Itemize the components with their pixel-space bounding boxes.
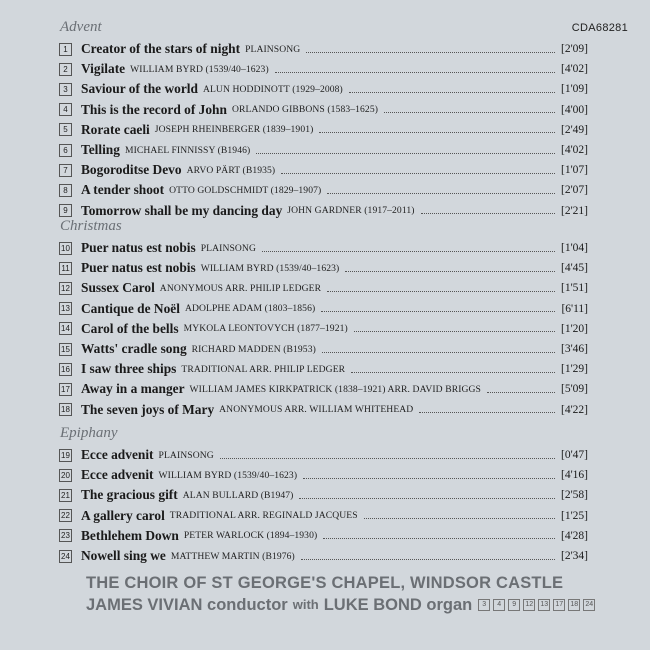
track-row (60, 445, 588, 465)
track-duration: [1'29] (561, 363, 588, 376)
dot-leader (354, 331, 555, 332)
track-composer: ARVO PÄRT (B1935) (186, 164, 276, 176)
track-row (60, 299, 588, 319)
track-duration: [1'07] (561, 164, 588, 177)
organist-role: organ (426, 596, 473, 614)
track-composer: MATTHEW MARTIN (B1976) (170, 550, 295, 562)
organ-track-number: 9 (508, 599, 520, 611)
track-composer: ADOLPHE ADAM (1803–1856) (184, 303, 316, 315)
track-composer: PLAINSONG (158, 449, 214, 461)
track-composer: JOHN GARDNER (1917–2011) (287, 205, 415, 217)
dot-leader (275, 72, 555, 73)
track-row (60, 238, 588, 258)
performer-credit (86, 593, 595, 617)
track-composer: WILLIAM BYRD (1539/40–1623) (200, 262, 340, 274)
track-number: 24 (59, 550, 72, 563)
track-row (60, 79, 588, 99)
track-number: 18 (59, 403, 72, 416)
track-title: Ecce advenit (81, 467, 154, 483)
track-duration: [4'45] (561, 262, 588, 275)
track-composer: TRADITIONAL ARR. REGINALD JACQUES (169, 510, 358, 522)
track-title: I saw three ships (81, 361, 177, 377)
track-number: 22 (59, 509, 72, 522)
organ-track-list (478, 599, 595, 611)
organ-track-number: 24 (583, 599, 595, 611)
track-duration: [1'51] (561, 282, 588, 295)
track-number: 7 (59, 164, 72, 177)
track-duration: [2'34] (561, 550, 588, 563)
track-number: 15 (59, 343, 72, 356)
track-title: Tomorrow shall be my dancing day (81, 202, 283, 218)
track-composer: JOSEPH RHEINBERGER (1839–1901) (154, 124, 314, 136)
track-composer: ALAN BULLARD (B1947) (182, 489, 294, 501)
track-row (60, 39, 588, 59)
track-duration: [1'04] (561, 242, 588, 255)
dot-leader (419, 412, 555, 413)
conductor-role: conductor (207, 596, 288, 614)
track-duration: [4'22] (561, 403, 588, 416)
track-row (60, 140, 588, 160)
track-composer: ORLANDO GIBBONS (1583–1625) (231, 104, 379, 116)
track-composer: WILLIAM BYRD (1539/40–1623) (158, 469, 298, 481)
track-row (60, 359, 588, 379)
dot-leader (384, 112, 555, 113)
dot-leader (364, 518, 555, 519)
track-title: Creator of the stars of night (81, 41, 241, 57)
track-duration: [6'11] (561, 302, 588, 315)
track-composer: TRADITIONAL ARR. PHILIP LEDGER (181, 363, 346, 375)
dot-leader (421, 213, 555, 214)
track-row (60, 485, 588, 505)
organ-track-number: 18 (568, 599, 580, 611)
track-duration: [4'28] (561, 529, 588, 542)
track-duration: [4'02] (561, 144, 588, 157)
track-duration: [2'21] (561, 204, 588, 217)
dot-leader (281, 173, 555, 174)
track-row (60, 379, 588, 399)
track-row (60, 278, 588, 298)
track-duration: [2'49] (561, 123, 588, 136)
dot-leader (220, 458, 555, 459)
track-duration: [2'58] (561, 489, 588, 502)
track-title: Puer natus est nobis (81, 240, 196, 256)
track-number: 17 (59, 383, 72, 396)
track-title: Bethlehem Down (81, 527, 179, 543)
track-composer: WILLIAM JAMES KIRKPATRICK (1838–1921) ARR. DAVID BRIGGS (189, 383, 481, 395)
track-composer: ANONYMOUS ARR. PHILIP LEDGER (159, 282, 322, 294)
track-number: 20 (59, 469, 72, 482)
track-row (60, 180, 588, 200)
dot-leader (299, 498, 555, 499)
section-title: Advent (60, 19, 102, 35)
track-duration: [4'00] (561, 103, 588, 116)
dot-leader (327, 291, 555, 292)
track-number: 1 (59, 43, 72, 56)
track-row (60, 319, 588, 339)
dot-leader (345, 271, 555, 272)
section-advent (60, 18, 588, 221)
track-title: Ecce advenit (81, 447, 154, 463)
track-title: Away in a manger (81, 381, 185, 397)
organ-track-number: 17 (553, 599, 565, 611)
track-composer: PLAINSONG (245, 43, 301, 55)
dot-leader (262, 251, 555, 252)
track-composer: PLAINSONG (200, 242, 256, 254)
track-title: Nowell sing we (81, 548, 166, 564)
organ-track-number: 4 (493, 599, 505, 611)
track-number: 16 (59, 363, 72, 376)
dot-leader (323, 538, 555, 539)
track-number: 12 (59, 282, 72, 295)
track-composer: ALUN HODDINOTT (1929–2008) (202, 83, 343, 95)
track-duration: [1'20] (561, 322, 588, 335)
dot-leader (256, 153, 555, 154)
dot-leader (351, 372, 555, 373)
track-composer: RICHARD MADDEN (B1953) (191, 343, 316, 355)
track-number: 14 (59, 322, 72, 335)
track-duration: [1'25] (561, 509, 588, 522)
track-row (60, 465, 588, 485)
with-word: with (292, 597, 319, 612)
track-title: This is the record of John (81, 101, 227, 117)
track-title: Sussex Carol (81, 280, 155, 296)
track-title: The gracious gift (81, 487, 178, 503)
track-number: 6 (59, 144, 72, 157)
dot-leader (319, 132, 555, 133)
track-title: Bogoroditse Devo (81, 162, 182, 178)
track-duration: [4'16] (561, 469, 588, 482)
track-duration: [0'47] (561, 449, 588, 462)
track-title: The seven joys of Mary (81, 401, 215, 417)
organist-name: LUKE BOND (323, 596, 422, 614)
track-row (60, 400, 588, 420)
track-number: 3 (59, 83, 72, 96)
section-title: Christmas (60, 218, 122, 234)
section-christmas (60, 217, 588, 420)
track-number: 9 (59, 204, 72, 217)
track-title: Saviour of the world (81, 81, 198, 97)
track-row (60, 506, 588, 526)
dot-leader (487, 392, 555, 393)
track-title: Puer natus est nobis (81, 260, 196, 276)
track-number: 23 (59, 529, 72, 542)
track-duration: [3'46] (561, 343, 588, 356)
track-number: 19 (59, 449, 72, 462)
track-title: Cantique de Noël (81, 300, 180, 316)
track-title: A gallery carol (81, 507, 165, 523)
track-number: 11 (59, 262, 72, 275)
track-title: Carol of the bells (81, 320, 179, 336)
track-composer: WILLIAM BYRD (1539/40–1623) (130, 63, 269, 75)
track-duration: [5'09] (561, 383, 588, 396)
track-duration: [2'09] (561, 43, 588, 56)
track-row (60, 339, 588, 359)
conductor-name: JAMES VIVIAN (86, 596, 203, 614)
track-number: 5 (59, 123, 72, 136)
section-title: Epiphany (60, 425, 118, 441)
dot-leader (303, 478, 555, 479)
organ-track-number: 3 (478, 599, 490, 611)
track-composer: MICHAEL FINNISSY (B1946) (124, 144, 251, 156)
section-epiphany (60, 424, 588, 566)
track-composer: OTTO GOLDSCHMIDT (1829–1907) (169, 184, 322, 196)
track-row (60, 59, 588, 79)
track-composer: MYKOLA LEONTOVYCH (1877–1921) (183, 323, 348, 335)
track-title: Watts' cradle song (81, 341, 187, 357)
dot-leader (321, 311, 555, 312)
track-number: 8 (59, 184, 72, 197)
track-row (60, 526, 588, 546)
track-row (60, 160, 588, 180)
track-title: Rorate caeli (81, 121, 150, 137)
track-composer: ANONYMOUS ARR. WILLIAM WHITEHEAD (219, 404, 414, 416)
organ-track-number: 13 (538, 599, 550, 611)
dot-leader (301, 559, 555, 560)
credits-footer (86, 573, 595, 617)
catalog-number: CDA68281 (571, 22, 628, 34)
track-row (60, 100, 588, 120)
track-duration: [4'02] (561, 63, 588, 76)
organ-track-number: 12 (523, 599, 535, 611)
track-title: A tender shoot (81, 182, 165, 198)
track-row (60, 120, 588, 140)
track-number: 13 (59, 302, 72, 315)
track-composer: PETER WARLOCK (1894–1930) (183, 530, 318, 542)
track-duration: [1'09] (561, 83, 588, 96)
dot-leader (327, 193, 555, 194)
track-number: 4 (59, 103, 72, 116)
choir-name: THE CHOIR OF ST GEORGE'S CHAPEL, WINDSOR CASTLE (86, 574, 564, 592)
dot-leader (349, 92, 555, 93)
track-number: 21 (59, 489, 72, 502)
track-number: 10 (59, 242, 72, 255)
track-row (60, 258, 588, 278)
dot-leader (306, 52, 555, 53)
track-title: Vigilate (81, 61, 126, 77)
track-duration: [2'07] (561, 184, 588, 197)
dot-leader (322, 352, 555, 353)
track-title: Telling (81, 142, 120, 158)
track-row (60, 546, 588, 566)
track-number: 2 (59, 63, 72, 76)
